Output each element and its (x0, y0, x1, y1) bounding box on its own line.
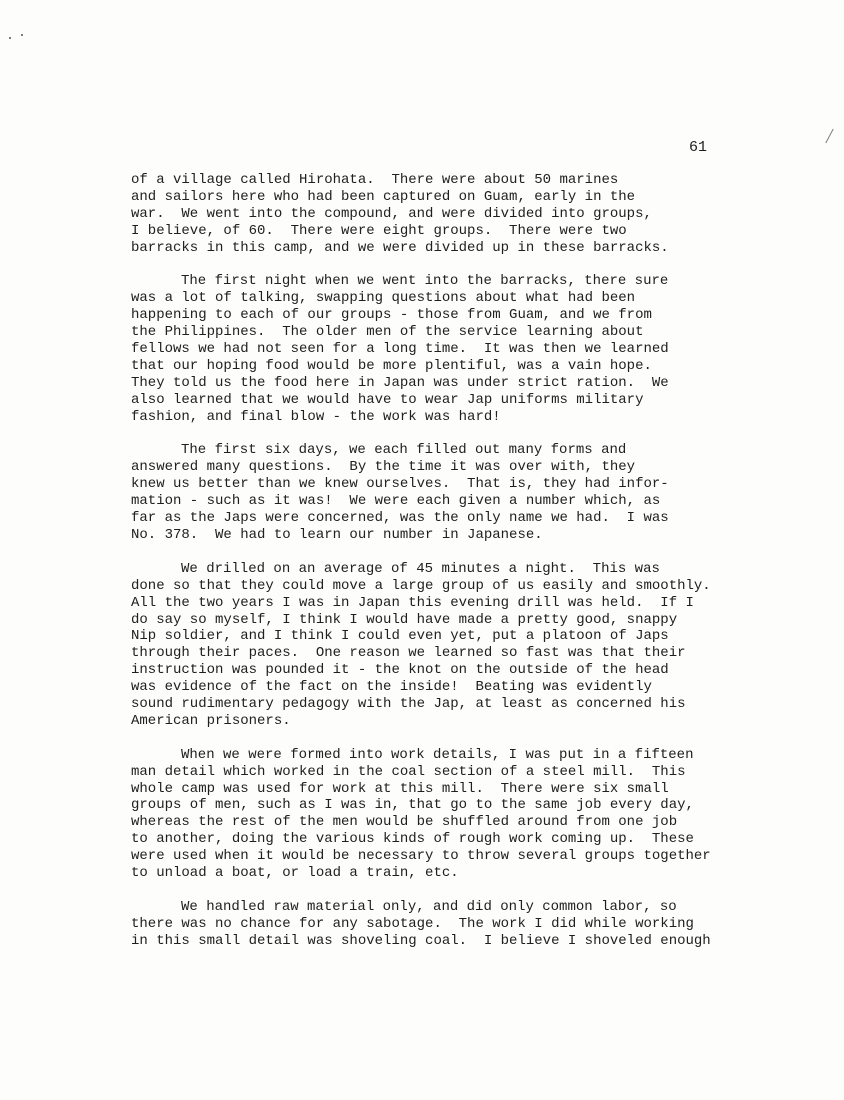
text-line: They told us the food here in Japan was under strict ration. We (131, 374, 669, 391)
text-line: instruction was pounded it - the knot on the outside of the head (131, 662, 669, 679)
text-line: The first six days, we each filled out many forms and (181, 442, 627, 459)
text-line: in this small detail was shoveling coal. I believe I shoveled enough (131, 932, 711, 949)
scan-speck (9, 37, 11, 39)
paragraph-6 (131, 899, 831, 950)
text-line: was a lot of talking, swapping questions about what had been (131, 290, 636, 307)
text-line: happening to each of our groups - those from Guam, and we from (131, 307, 652, 324)
text-line: to unload a boat, or load a train, etc. (131, 865, 459, 882)
text-line: the Philippines. The older men of the service learning about (131, 324, 644, 341)
text-line: whole camp was used for work at this mill. There were six small (131, 780, 669, 797)
text-line: also learned that we would have to wear Jap uniforms military (131, 391, 644, 408)
scan-speck (21, 34, 23, 36)
paragraph-1 (131, 172, 831, 257)
paragraph-2 (131, 273, 831, 425)
text-line: fashion, and final blow - the work was hard! (131, 408, 501, 425)
text-line: When we were formed into work details, I was put in a fifteen (181, 746, 694, 763)
paragraph-5 (131, 747, 831, 882)
text-line: far as the Japs were concerned, was the only name we had. I was (131, 510, 669, 527)
text-line: groups of men, such as I was in, that go to the same job every day, (131, 797, 694, 814)
text-line: war. We went into the compound, and were divided into groups, (131, 205, 652, 222)
text-line: mation - such as it was! We were each given a number which, as (131, 493, 661, 510)
text-line: whereas the rest of the men would be shuffled around from one job (131, 814, 678, 831)
text-line: American prisoners. (131, 712, 291, 729)
text-line: there was no chance for any sabotage. The work I did while working (131, 915, 694, 932)
text-line: sound rudimentary pedagogy with the Jap, at least as concerned his (131, 696, 686, 713)
text-line: No. 378. We had to learn our number in Japanese. (131, 527, 543, 543)
text-line: knew us better than we knew ourselves. That is, they had infor- (131, 476, 669, 493)
text-line: were used when it would be necessary to throw several groups together (131, 848, 711, 865)
paragraph-3 (131, 442, 831, 543)
text-line: man detail which worked in the coal section of a steel mill. This (131, 763, 686, 780)
text-line: that our hoping food would be more plentiful, was a vain hope. (131, 357, 652, 374)
text-line: done so that they could move a large group of us easily and smoothly. (131, 577, 711, 594)
text-line: The first night when we went into the barracks, there sure (181, 273, 669, 290)
text-line: All the two years I was in Japan this evening drill was held. If I (131, 594, 694, 611)
text-line: was evidence of the fact on the inside! Beating was evidently (131, 679, 652, 696)
text-line: and sailors here who had been captured on Guam, early in the (131, 188, 636, 205)
paragraph-4 (131, 561, 831, 730)
text-line: through their paces. One reason we learned so fast was that their (131, 645, 686, 662)
text-line: We handled raw material only, and did only common labor, so (181, 898, 677, 915)
text-line: do say so myself, I think I would have made a pretty good, snappy (131, 611, 678, 628)
text-line: Nip soldier, and I think I could even yet, put a platoon of Japs (131, 628, 669, 645)
text-line: I believe, of 60. There were eight groups. There were two (131, 222, 627, 239)
text-line: fellows we had not seen for a long time. It was then we learned (131, 341, 669, 358)
text-line: barracks in this camp, and we were divided up in these barracks. (131, 239, 669, 256)
margin-mark (825, 129, 833, 144)
text-line: to another, doing the various kinds of rough work coming up. These (131, 831, 694, 848)
page-number: 61 (689, 139, 708, 156)
body-text (131, 172, 831, 967)
text-line: We drilled on an average of 45 minutes a night. This was (181, 560, 660, 577)
text-line: of a village called Hirohata. There were about 50 marines (131, 172, 619, 188)
text-line: answered many questions. By the time it was over with, they (131, 459, 636, 476)
